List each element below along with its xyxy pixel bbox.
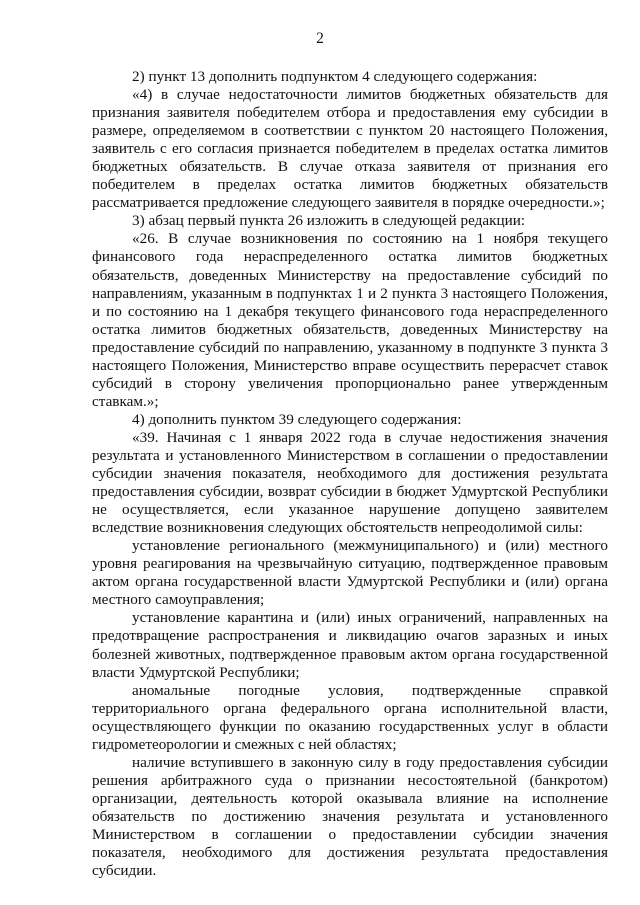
paragraph-force-majeure-weather: аномальные погодные условия, подтвержденные справкой территориального органа федерального органа исполнительной власти, осуществляющего функции по оказанию государственных услуг в области гидрометеорологии и смежных с ней областях;: [92, 681, 608, 753]
paragraph-item-4: 4) дополнить пунктом 39 следующего содержания:: [132, 410, 462, 428]
paragraph-item-2: 2) пункт 13 дополнить подпунктом 4 следующего содержания:: [132, 68, 538, 85]
paragraph-point-39-text: «39. Начиная с 1 января 2022 года в случае недостижения значения результата и установленного Министерством в соглашении о предоставлении субсидии значения показателя, необходимого для достижения результата предоставления субсидии, возврат субсидии в бюджет Удмуртской Республики не осуществляется, если указанное нарушение допущено заявителем вследствие возникновения следующих обстоятельств непреодолимой силы:: [92, 428, 608, 537]
document-body: [92, 68, 608, 880]
paragraph-force-majeure-bankruptcy: наличие вступившего в законную силу в году предоставления субсидии решения арбитражного суда о признании несостоятельной (банкротом) организации, деятельность которой оказывала влияние на исполнение обязательств по достижению значения результата и установленного Министерством в соглашении о предоставлении субсидии значения показателя, необходимого для достижения результата предоставления субсидии.: [92, 753, 608, 880]
paragraph-item-3: 3) абзац первый пункта 26 изложить в следующей редакции:: [132, 212, 526, 230]
paragraph-point-26-text: «26. В случае возникновения по состоянию на 1 ноября текущего финансового года нераспределенного остатка лимитов бюджетных обязательств, доведенных Министерству на предоставление субсидий по направлениям, указанным в подпунктах 1 и 2 пункта 3 настоящего Положения, и по состоянию на 1 декабря текущего финансового года нераспределенного остатка лимитов бюджетных обязательств, доведенных Министерству на предоставление субсидий по направлению, указанному в подпункте 3 пункта 3 настоящего Положения, Министерство вправе осуществить перерасчет ставок субсидий в сторону увеличения пропорционально ранее утвержденным ставкам.»;: [92, 230, 608, 410]
paragraph-force-majeure-emergency: установление регионального (межмуниципального) и (или) местного уровня реагирования на чрезвычайную ситуацию, подтвержденное правовым актом органа государственной власти Удмуртской Республики и (или) органа местного самоуправления;: [92, 537, 608, 609]
paragraph-force-majeure-quarantine: установление карантина и (или) иных ограничений, направленных на предотвращение распространения и ликвидацию очагов заразных и иных болезней животных, подтвержденное правовым актом органа государственной власти Удмуртской Республики;: [92, 609, 608, 681]
page-number-wrap: [62, 30, 578, 48]
page-number: 2: [316, 30, 324, 47]
paragraph-subpoint-4-text: «4) в случае недостаточности лимитов бюджетных обязательств для признания заявителя победителем отбора и предоставления ему субсидии в размере, определяемом в соответствии с пунктом 20 настоящего Положения, заявитель с его согласия признается победителем в пределах остатка лимитов бюджетных обязательств. В случае отказа заявителя от признания его победителем в пределах остатка лимитов бюджетных обязательств рассматривается предложение следующего заявителя в порядке очередности.»;: [92, 86, 608, 212]
